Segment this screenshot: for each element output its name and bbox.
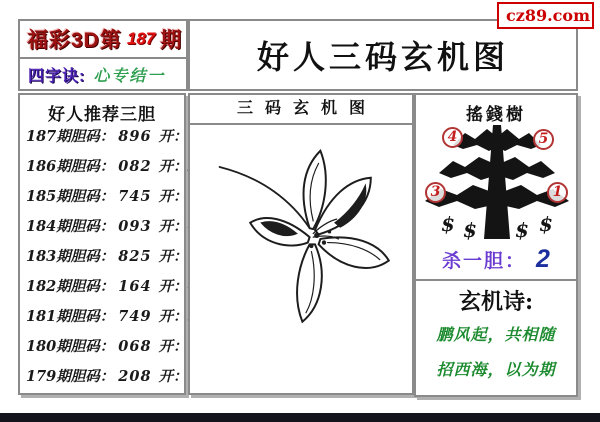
row-dan: 745 [118, 188, 152, 205]
money-tree-title: 搖錢樹 [466, 105, 526, 125]
row-period: 179 [26, 368, 57, 385]
tree-number-3: 3 [425, 182, 446, 203]
mystery-poem-line-1: 鹏风起，共相随 [436, 325, 556, 344]
row-label-mid: 期胆码： [56, 158, 115, 175]
row-label-mid: 期胆码： [56, 248, 115, 265]
row-label-open: 开： [158, 128, 188, 145]
row-period: 187 [26, 128, 57, 145]
tree-number-1: 1 [547, 182, 568, 203]
issue-prefix: 福彩3D第 [27, 29, 122, 52]
mystery-poem-title: 玄机诗: [458, 289, 534, 315]
row-period: 180 [26, 338, 57, 355]
row-period: 184 [26, 218, 57, 235]
row-dan: 068 [118, 338, 152, 355]
dan-row [20, 272, 188, 302]
svg-text:$: $ [515, 218, 529, 241]
dan-row [20, 152, 188, 182]
title-box [188, 19, 578, 91]
page-title: 好人三码玄机图 [256, 39, 509, 75]
site-badge-link[interactable] [497, 2, 594, 29]
kill-dan-value: 2 [536, 245, 550, 273]
row-period: 181 [26, 308, 57, 325]
row-label-mid: 期胆码： [56, 368, 115, 385]
issue-suffix: 期 [160, 29, 183, 52]
dan-row [20, 362, 188, 392]
row-dan: 164 [118, 278, 152, 295]
formula-row [20, 59, 186, 89]
row-label-open: 开： [158, 278, 188, 295]
dan-row [20, 302, 188, 332]
row-label-mid: 期胆码： [56, 218, 115, 235]
issue-row [20, 21, 186, 59]
row-label-open: 开： [158, 218, 188, 235]
row-label-open: 开： [158, 308, 188, 325]
row-period: 182 [26, 278, 57, 295]
row-dan: 093 [118, 218, 152, 235]
tree-number-4: 4 [442, 127, 463, 148]
svg-text:$: $ [539, 212, 553, 236]
row-label-mid: 期胆码： [56, 188, 115, 205]
svg-text:$: $ [441, 212, 455, 236]
row-label-open: 开： [158, 368, 188, 385]
row-dan: 208 [118, 368, 152, 385]
dan-row [20, 122, 188, 152]
row-label-open: 开： [158, 188, 188, 205]
formula-text: 心专结一 [93, 65, 166, 85]
flower-illustration [216, 137, 412, 372]
section-divider [416, 279, 576, 281]
money-tree [417, 121, 577, 241]
mystery-picture-title: 三码玄机图 [190, 95, 412, 125]
site-badge-text: cz89.com [506, 6, 591, 25]
row-period: 186 [26, 158, 57, 175]
tree-number-5: 5 [533, 129, 554, 150]
recommend-panel-title: 好人推荐三胆 [48, 105, 156, 124]
issue-box [18, 19, 188, 91]
row-label-open: 开： [158, 338, 188, 355]
recommend-panel [18, 93, 186, 395]
row-label-mid: 期胆码： [56, 338, 115, 355]
svg-text:$: $ [463, 218, 477, 241]
row-dan: 082 [118, 158, 152, 175]
dan-row [20, 242, 188, 272]
row-label-mid: 期胆码： [56, 278, 115, 295]
row-dan: 749 [118, 308, 152, 325]
issue-number: 187 [126, 29, 156, 48]
money-tree-panel [414, 93, 578, 397]
row-label-open: 开： [158, 248, 188, 265]
row-label-open: 开： [158, 158, 188, 175]
row-period: 183 [26, 248, 57, 265]
flower-line-drawing-icon [216, 137, 396, 367]
mystery-poem-line-2: 招西海，以为期 [436, 360, 556, 379]
kill-dan-row [416, 245, 576, 274]
kill-dan-label: 杀一胆： [442, 251, 527, 272]
row-period: 185 [26, 188, 57, 205]
row-dan: 896 [118, 128, 152, 145]
dan-row [20, 332, 188, 362]
bottom-border [0, 413, 600, 422]
mystery-picture-panel [188, 93, 414, 395]
formula-label: 四字诀: [28, 67, 86, 85]
row-dan: 825 [118, 248, 152, 265]
dan-row [20, 212, 188, 242]
row-label-mid: 期胆码： [56, 308, 115, 325]
dan-row [20, 182, 188, 212]
row-label-mid: 期胆码： [56, 128, 115, 145]
